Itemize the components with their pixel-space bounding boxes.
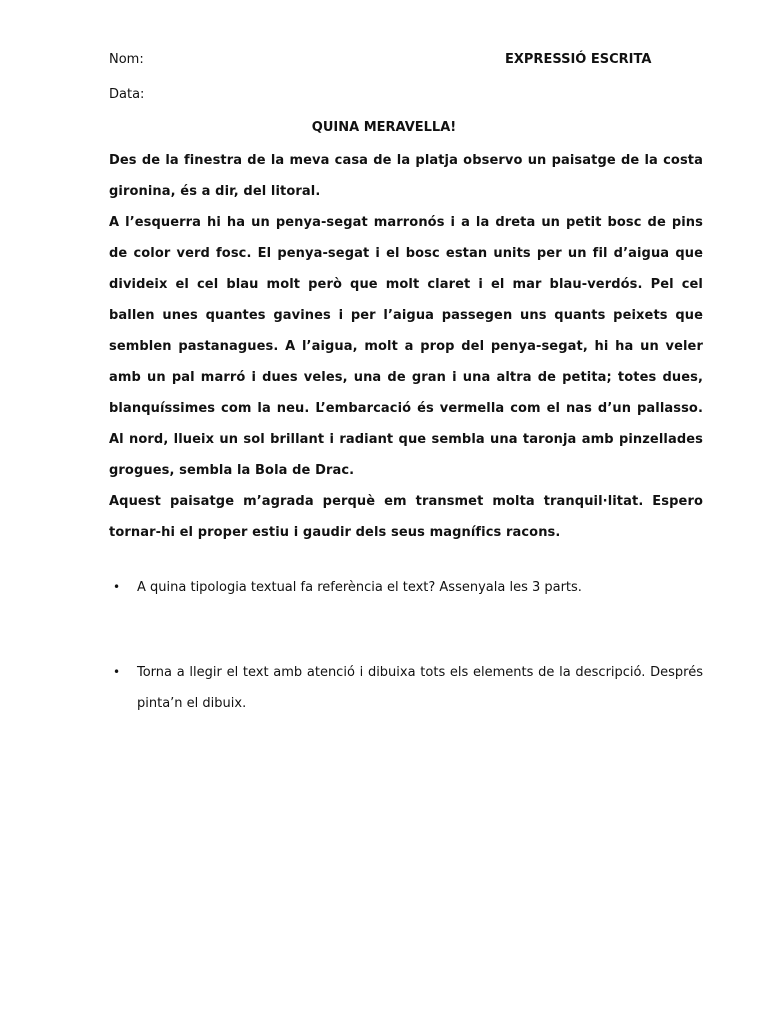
question-text: Torna a llegir el text amb atenció i dibuixa tots els elements de la descripció. Després pinta’n el dibuix. bbox=[137, 665, 703, 711]
text-title: QUINA MERAVELLA! bbox=[311, 120, 457, 135]
question-list bbox=[109, 572, 703, 719]
date-label: Data: bbox=[109, 87, 145, 102]
bullet-icon: • bbox=[113, 665, 121, 679]
bullet-icon: • bbox=[113, 580, 121, 594]
paragraph: Des de la finestra de la meva casa de la platja observo un paisatge de la costa gironina, és a dir, del litoral. bbox=[109, 153, 703, 199]
description-text bbox=[109, 145, 703, 548]
question-text: A quina tipologia textual fa referència el text? Assenyala les 3 parts. bbox=[137, 580, 582, 595]
question-item bbox=[109, 572, 703, 603]
name-label: Nom: bbox=[109, 52, 144, 67]
paragraph: Aquest paisatge m’agrada perquè em transmet molta tranquil·litat. Espero tornar-hi el proper estiu i gaudir dels seus magnífics racons. bbox=[109, 494, 703, 540]
document-type-heading: EXPRESSIÓ ESCRITA bbox=[505, 52, 652, 67]
paragraph: A l’esquerra hi ha un penya-segat marronós i a la dreta un petit bosc de pins de color verd fosc. El penya-segat i el bosc estan units per un fil d’aigua que divideix el cel blau molt però que molt claret i el mar blau-verdós. Pel cel ballen unes quantes gavines i per l’aigua passegen uns quants peixets que semblen pastanagues. A l’aigua, molt a prop del penya-segat, hi ha un veler amb un pal marró i dues veles, una de gran i una altra de petita; totes dues, blanquíssimes com la neu. L’embarcació és vermella com el nas d’un pallasso. Al nord, llueix un sol brillant i radiant que sembla una taronja amb pinzellades grogues, sembla la Bola de Drac. bbox=[109, 215, 703, 478]
question-item bbox=[109, 657, 703, 719]
